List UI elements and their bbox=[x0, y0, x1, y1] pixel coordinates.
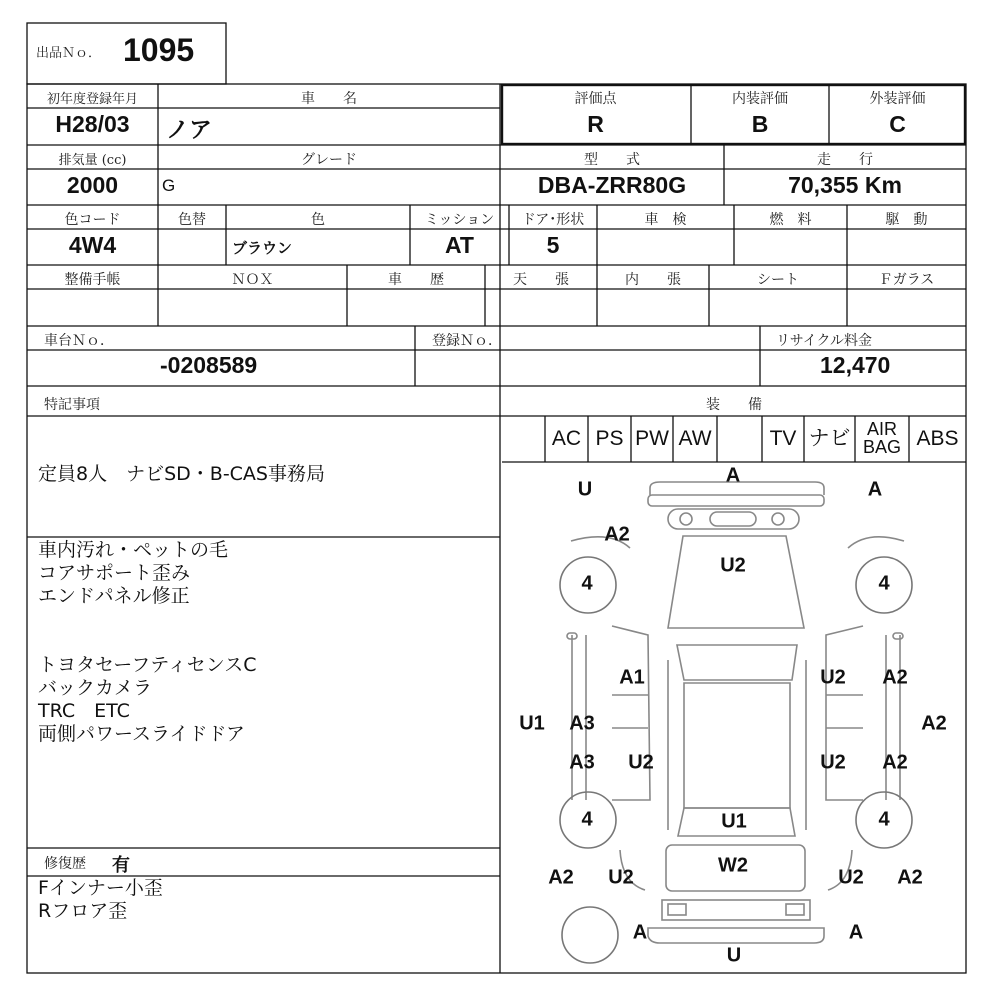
mark-left-front-door: A3 bbox=[569, 712, 595, 735]
color-label: 色 bbox=[311, 212, 325, 228]
mark-right-rear-tire: 4 bbox=[878, 808, 890, 831]
color-code-label: 色コード bbox=[64, 212, 121, 228]
mark-left-rear-tire: 4 bbox=[581, 808, 593, 831]
score-label: 評価点 bbox=[574, 91, 617, 107]
interior-grade-value: B bbox=[751, 111, 769, 137]
mark-left-rear-door-b: U2 bbox=[628, 751, 654, 774]
lot-number: 1095 bbox=[123, 32, 195, 68]
special-notes-label: 特記事項 bbox=[44, 397, 100, 413]
mark-left-quarter: A2 bbox=[548, 866, 574, 889]
headliner-label: 天 張 bbox=[513, 272, 569, 288]
transmission-label: ミッション bbox=[424, 212, 495, 228]
mileage-value: 70,355 Km bbox=[788, 172, 902, 198]
equipment-ac: AC bbox=[551, 427, 582, 450]
displacement-value: 2000 bbox=[66, 172, 119, 198]
seat-label: シート bbox=[757, 272, 799, 288]
drive-label: 駆 動 bbox=[885, 212, 928, 228]
mark-rear-left: A bbox=[632, 921, 648, 944]
mark-right-front-door: U2 bbox=[820, 666, 846, 689]
equipment-airbag: AIR BAG bbox=[862, 419, 901, 457]
registration-date-value: H28/03 bbox=[55, 111, 130, 137]
interior-grade-label: 内装評価 bbox=[732, 91, 788, 107]
mark-right-rear-door-b: A2 bbox=[882, 751, 908, 774]
equipment-label: 装 備 bbox=[706, 397, 762, 413]
equipment-aw: AW bbox=[678, 427, 712, 450]
repaint-label: 色替 bbox=[178, 212, 206, 228]
mark-right-side: A2 bbox=[921, 712, 947, 735]
fuel-label: 燃 料 bbox=[769, 212, 812, 228]
repair-history-label: 修復歴 bbox=[44, 856, 86, 872]
mark-windshield: A1 bbox=[619, 666, 645, 689]
equipment-pw: PW bbox=[635, 427, 669, 450]
repair-details: Fインナー小歪 Rフロア歪 bbox=[38, 877, 163, 922]
equipment-abs: ABS bbox=[916, 427, 959, 450]
repair-history-value: 有 bbox=[112, 855, 130, 875]
chassis-number-label: 車台Ｎｏ． bbox=[44, 333, 114, 349]
recycle-fee-label: リサイクル料金 bbox=[776, 333, 873, 349]
mark-right-front-door-b: A2 bbox=[882, 666, 908, 689]
mark-left-side: U1 bbox=[519, 712, 545, 735]
door-value: 5 bbox=[546, 232, 560, 258]
transmission-value: AT bbox=[445, 232, 474, 258]
car-name-label: 車 名 bbox=[301, 91, 357, 107]
mark-right-rear-door: U2 bbox=[820, 751, 846, 774]
mark-right-quarter: U2 bbox=[838, 866, 864, 889]
model-code-label: 型 式 bbox=[584, 152, 640, 168]
mark-hood: U2 bbox=[720, 554, 746, 577]
lot-label: 出品Ｎｏ． bbox=[36, 46, 102, 61]
chassis-number-value: -0208589 bbox=[160, 352, 258, 378]
mark-left-rear-door: A3 bbox=[569, 751, 595, 774]
mark-left-front-tire: 4 bbox=[581, 572, 593, 595]
note-features-block: トヨタセーフティセンスC バックカメラ TRC ETC 両側パワースライドドア bbox=[38, 654, 257, 745]
car-name-value: ノア bbox=[166, 116, 212, 142]
front-glass-label: Ｆガラス bbox=[878, 272, 935, 288]
mark-front-bumper: A bbox=[725, 464, 741, 487]
equipment-navi: ナビ bbox=[808, 427, 851, 450]
mark-rear-bumper: U bbox=[726, 944, 742, 967]
color-code-value: 4W4 bbox=[68, 232, 117, 258]
registration-date-label: 初年度登録年月 bbox=[46, 92, 138, 107]
exterior-grade-value: C bbox=[889, 111, 906, 137]
mark-front-right-corner: A bbox=[867, 478, 883, 501]
recycle-fee-value: 12,470 bbox=[820, 352, 891, 378]
nox-label: ＮＯＸ bbox=[231, 272, 274, 288]
mark-rear-glass: W2 bbox=[718, 854, 748, 877]
mark-left-fender: A2 bbox=[604, 523, 630, 546]
grade-label: グレード bbox=[301, 152, 357, 168]
mark-left-quarter-b: U2 bbox=[608, 866, 634, 889]
exterior-grade-label: 外装評価 bbox=[869, 91, 926, 107]
mark-front-left-corner: U bbox=[577, 478, 593, 501]
door-label: ドア･形状 bbox=[521, 212, 585, 228]
equipment-ps: PS bbox=[595, 427, 624, 450]
mark-right-front-tire: 4 bbox=[878, 572, 890, 595]
model-code-value: DBA-ZRR80G bbox=[537, 172, 687, 198]
registration-number-label: 登録Ｎｏ． bbox=[432, 333, 502, 349]
note-condition-block: 車内汚れ・ペットの毛 コアサポート歪み エンドパネル修正 bbox=[38, 539, 229, 607]
mark-right-quarter-b: A2 bbox=[897, 866, 923, 889]
equipment-tv: TV bbox=[769, 427, 797, 450]
mileage-label: 走 行 bbox=[817, 152, 873, 168]
vehicle-history-label: 車 歴 bbox=[388, 272, 444, 288]
inspection-label: 車 検 bbox=[644, 212, 687, 228]
service-record-label: 整備手帳 bbox=[64, 272, 121, 288]
mark-rear-right: A bbox=[848, 921, 864, 944]
interior-lining-label: 内 張 bbox=[625, 272, 681, 288]
color-value: ブラウン bbox=[232, 240, 293, 257]
grade-value: G bbox=[162, 176, 176, 195]
score-value: R bbox=[587, 111, 604, 137]
note-capacity-line: 定員8人 ナビSD・B-CAS事務局 bbox=[38, 463, 325, 485]
displacement-label: 排気量 (cc) bbox=[58, 153, 127, 168]
mark-roof-rear: U1 bbox=[721, 810, 747, 833]
